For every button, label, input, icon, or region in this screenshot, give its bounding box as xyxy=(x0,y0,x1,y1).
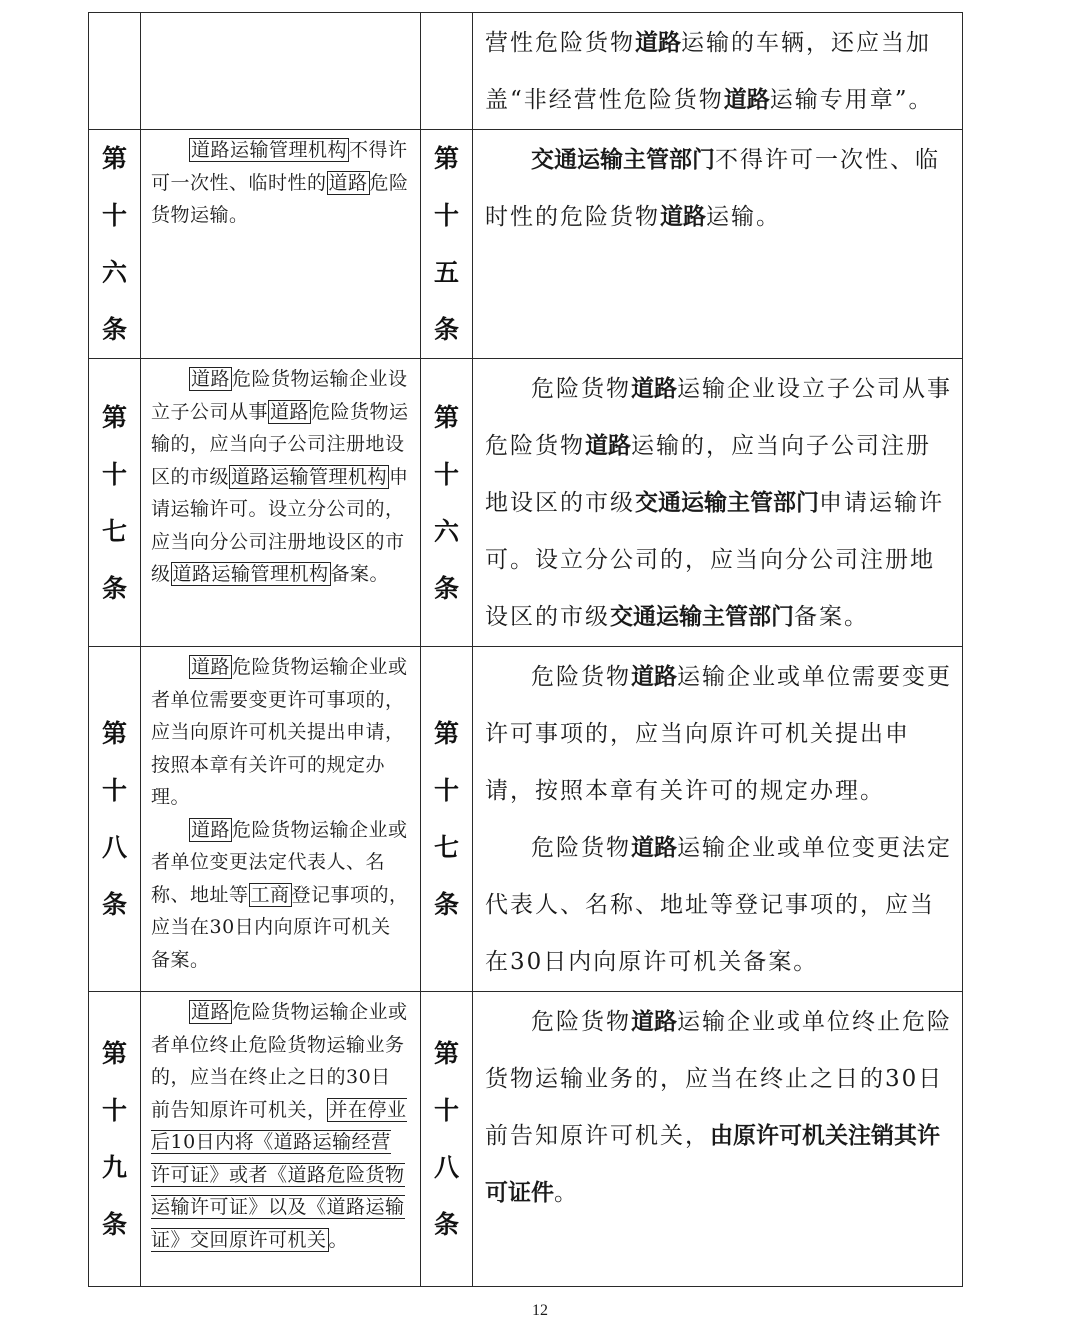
deleted-text-box: 道路 xyxy=(328,171,368,194)
deleted-text-box: 工商 xyxy=(250,883,290,906)
deleted-text-box: 道路 xyxy=(191,818,231,841)
new-article-text-cell xyxy=(473,13,963,130)
deleted-text-box: 道路 xyxy=(191,1001,231,1023)
table-row xyxy=(89,647,963,992)
deleted-text-box: 道路 xyxy=(270,400,310,423)
old-article-number-cell xyxy=(89,13,141,130)
new-article-number-cell xyxy=(421,13,473,130)
deleted-text-box: 道路运输管理机构 xyxy=(191,139,348,161)
page-number: 12 xyxy=(532,1302,548,1319)
table-row xyxy=(89,359,963,647)
new-article-text: 危险货物道路运输企业或单位终止危险货物运输业务的，应当在终止之日的30日前告知原许可机关，由原许可机关注销其许可证件。 xyxy=(473,992,963,1287)
new-article-number: 第 十 七 条 xyxy=(421,647,473,992)
deleted-text-box: 道路 xyxy=(191,656,231,678)
old-article-text: 道路运输管理机构 不得许可一次性、临时性的 道路 危险货物运输。 xyxy=(141,130,421,359)
old-article-number: 第 十 七 条 xyxy=(89,359,141,647)
new-article-text: 交通运输主管部门不得许可一次性、临时性的危险货物道路运输。 xyxy=(473,130,963,359)
table-row xyxy=(89,13,963,130)
new-article-number: 第 十 八 条 xyxy=(421,992,473,1287)
old-article-text: 道路 危险货物运输企业或者单位需要变更许可事项的，应当向原许可机关提出申请，按照本章有关许可的规定办理。 道路 危险货物运输企业或者单位变更法定代表人、名称、地址等 工商 登记事项的，应当在30日内向原许可机关备案。 xyxy=(141,647,421,992)
old-article-text-cell xyxy=(141,13,421,130)
old-article-text: 道路 危险货物运输企业或者单位终止危险货物运输业务的，应当在终止之日的30日前告知原许可机关， 并在停业后10日内将《道路运输经营许可证》或者《道路危险货物运输许可证》以及《道路运输证》交回原许可机关 。 xyxy=(141,992,421,1287)
comparison-table xyxy=(88,12,963,1287)
new-article-number: 第 十 六 条 xyxy=(421,359,473,647)
deleted-text-box: 道路 xyxy=(191,368,231,390)
deleted-text-box: 道路运输管理机构 xyxy=(172,563,329,585)
new-article-text: 危险货物道路运输企业设立子公司从事危险货物道路运输的，应当向子公司注册地设区的市级交通运输主管部门申请运输许可。设立分公司的，应当向分公司注册地设区的市级交通运输主管部门备案。 xyxy=(473,359,963,647)
new-article-paragraph: 营性危险货物道路运输的车辆，还应当加盖“非经营性危险货物道路运输专用章”。 xyxy=(485,30,934,113)
old-article-number: 第 十 九 条 xyxy=(89,992,141,1287)
new-article-number: 第 十 五 条 xyxy=(421,130,473,359)
old-article-number: 第 十 六 条 xyxy=(89,130,141,359)
old-article-text: 道路 危险货物运输企业设立子公司从事 道路 危险货物运输的，应当向子公司注册地设区的市级 道路运输管理机构 申请运输许可。设立分公司的，应当向分公司注册地设区的市级 道路运输管理机构 备案。 xyxy=(141,359,421,647)
new-article-text: 危险货物道路运输企业或单位需要变更许可事项的，应当向原许可机关提出申请，按照本章有关许可的规定办理。 危险货物道路运输企业或单位变更法定代表人、名称、地址等登记事项的，应当在30日内向原许可机关备案。 xyxy=(473,647,963,992)
old-article-number: 第 十 八 条 xyxy=(89,647,141,992)
table-row xyxy=(89,992,963,1287)
deleted-text-box: 并在停业后10日内将《道路运输经营许可证》或者《道路危险货物运输许可证》以及《道路运输证》交回原许可机关 xyxy=(151,1098,407,1251)
deleted-text-box: 道路运输管理机构 xyxy=(231,465,388,488)
table-row xyxy=(89,130,963,359)
